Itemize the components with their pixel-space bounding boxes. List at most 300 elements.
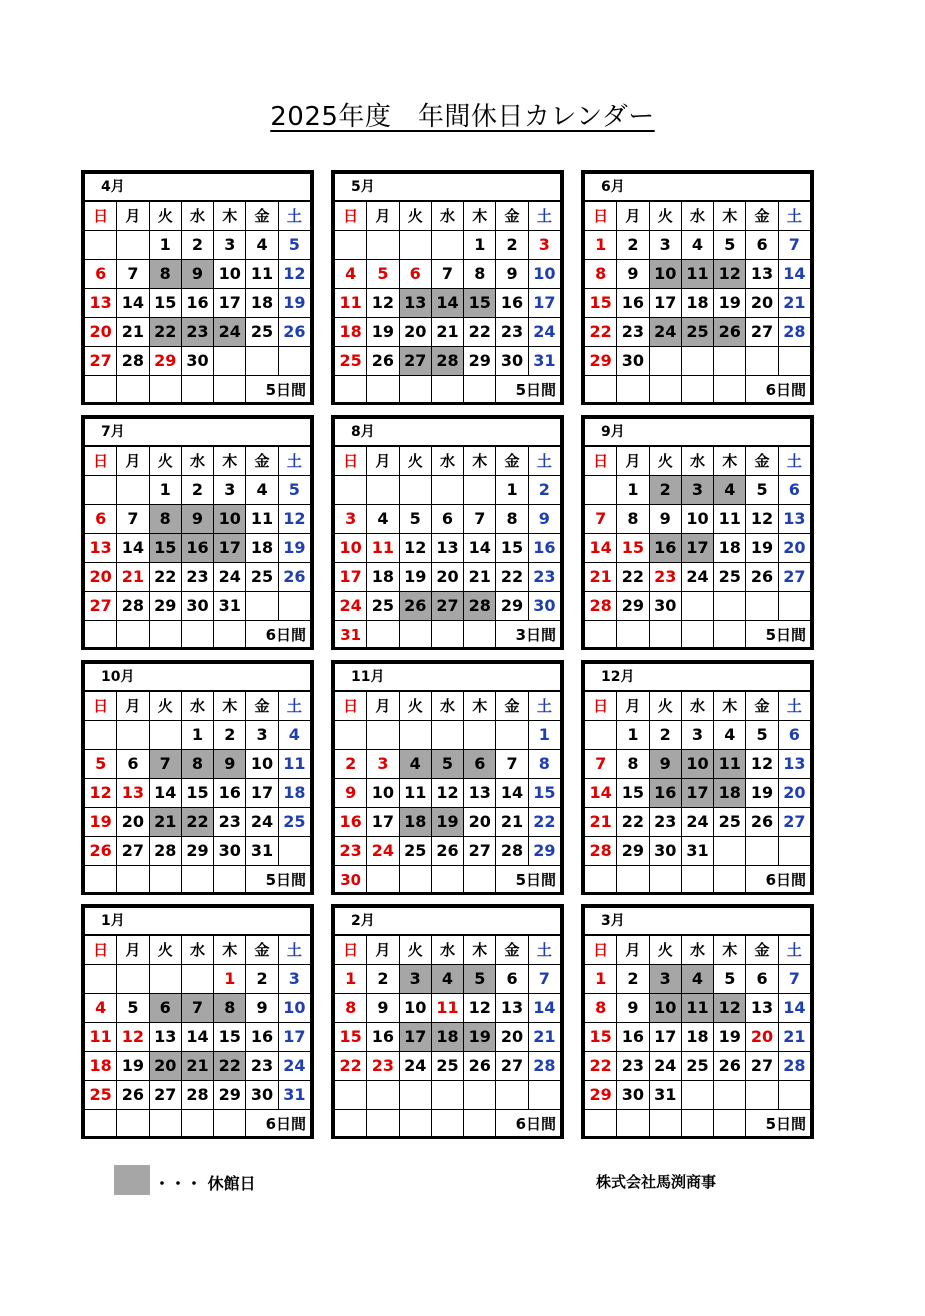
weekday-header: 月 — [117, 691, 149, 721]
month-label: 10月 — [85, 664, 311, 692]
empty-cell — [335, 231, 367, 260]
day-cell: 5 — [746, 476, 778, 505]
empty-cell — [746, 1081, 778, 1110]
empty-cell — [399, 721, 431, 750]
day-cell: 28 — [778, 318, 810, 347]
day-cell: 1 — [214, 965, 246, 994]
empty-cell — [431, 231, 463, 260]
day-cell: 27 — [496, 1052, 528, 1081]
empty-cell — [335, 376, 367, 405]
day-cell: 6 — [149, 994, 181, 1023]
month-calendar — [581, 170, 814, 405]
day-cell: 9 — [617, 994, 649, 1023]
day-cell: 18 — [246, 289, 278, 318]
day-cell: 19 — [746, 534, 778, 563]
empty-cell — [367, 376, 399, 405]
day-cell: 16 — [246, 1023, 278, 1052]
closed-days-total: 5日間 — [246, 376, 311, 405]
day-cell: 2 — [617, 965, 649, 994]
day-cell: 18 — [246, 534, 278, 563]
day-cell: 2 — [181, 476, 213, 505]
day-cell: 17 — [649, 1023, 681, 1052]
weekday-header: 日 — [85, 935, 117, 965]
day-cell: 29 — [528, 837, 560, 866]
day-cell: 1 — [585, 231, 617, 260]
day-cell: 26 — [746, 563, 778, 592]
day-cell: 19 — [85, 808, 117, 837]
day-cell: 12 — [714, 260, 746, 289]
day-cell: 30 — [214, 837, 246, 866]
day-cell: 22 — [464, 318, 496, 347]
empty-cell — [85, 621, 117, 650]
weekday-header: 土 — [778, 446, 810, 476]
day-cell: 15 — [528, 779, 560, 808]
day-cell: 2 — [617, 231, 649, 260]
day-cell: 3 — [214, 476, 246, 505]
weekday-header: 日 — [335, 201, 367, 231]
day-cell: 28 — [117, 347, 149, 376]
empty-cell — [585, 376, 617, 405]
empty-cell — [431, 1081, 463, 1110]
month-calendar — [81, 170, 314, 405]
day-cell: 29 — [496, 592, 528, 621]
day-cell: 30 — [246, 1081, 278, 1110]
day-cell: 2 — [649, 476, 681, 505]
weekday-header: 月 — [617, 201, 649, 231]
empty-cell — [149, 721, 181, 750]
day-cell: 9 — [617, 260, 649, 289]
closed-days-total: 5日間 — [496, 866, 561, 895]
day-cell: 1 — [585, 965, 617, 994]
empty-cell — [181, 866, 213, 895]
day-cell: 10 — [681, 750, 713, 779]
day-cell: 8 — [181, 750, 213, 779]
day-cell: 15 — [335, 1023, 367, 1052]
empty-cell — [431, 1110, 463, 1139]
day-cell: 20 — [117, 808, 149, 837]
day-cell: 16 — [367, 1023, 399, 1052]
day-cell: 13 — [117, 779, 149, 808]
day-cell: 14 — [117, 534, 149, 563]
weekday-header: 日 — [585, 446, 617, 476]
day-cell: 5 — [464, 965, 496, 994]
day-cell: 25 — [431, 1052, 463, 1081]
weekday-header: 土 — [528, 935, 560, 965]
month-calendar — [581, 904, 814, 1139]
empty-cell — [246, 592, 278, 621]
day-cell: 28 — [585, 592, 617, 621]
day-cell: 10 — [214, 505, 246, 534]
empty-cell — [431, 721, 463, 750]
empty-cell — [617, 376, 649, 405]
day-cell: 4 — [431, 965, 463, 994]
day-cell: 22 — [585, 1052, 617, 1081]
weekday-header: 日 — [85, 446, 117, 476]
day-cell: 16 — [181, 289, 213, 318]
empty-cell — [181, 621, 213, 650]
closed-days-total: 6日間 — [746, 376, 811, 405]
day-cell: 30 — [617, 1081, 649, 1110]
day-cell: 11 — [335, 289, 367, 318]
day-cell: 1 — [335, 965, 367, 994]
day-cell: 27 — [746, 1052, 778, 1081]
day-cell: 15 — [214, 1023, 246, 1052]
weekday-header: 月 — [117, 201, 149, 231]
day-cell: 1 — [528, 721, 560, 750]
day-cell: 6 — [399, 260, 431, 289]
day-cell: 13 — [149, 1023, 181, 1052]
month-calendar — [581, 415, 814, 650]
day-cell: 3 — [367, 750, 399, 779]
day-cell: 16 — [528, 534, 560, 563]
empty-cell — [278, 837, 310, 866]
day-cell: 19 — [746, 779, 778, 808]
day-cell: 3 — [649, 965, 681, 994]
empty-cell — [778, 592, 810, 621]
day-cell: 25 — [367, 592, 399, 621]
day-cell: 17 — [278, 1023, 310, 1052]
day-cell: 21 — [117, 318, 149, 347]
day-cell: 13 — [778, 750, 810, 779]
company-name: 株式会社馬渕商事 — [596, 1173, 717, 1191]
day-cell: 31 — [214, 592, 246, 621]
weekday-header: 日 — [85, 201, 117, 231]
day-cell: 23 — [181, 563, 213, 592]
empty-cell — [367, 231, 399, 260]
empty-cell — [399, 1110, 431, 1139]
day-cell: 18 — [431, 1023, 463, 1052]
day-cell: 25 — [335, 347, 367, 376]
day-cell: 28 — [149, 837, 181, 866]
day-cell: 6 — [431, 505, 463, 534]
day-cell: 30 — [528, 592, 560, 621]
day-cell: 30 — [617, 347, 649, 376]
day-cell: 19 — [117, 1052, 149, 1081]
day-cell: 10 — [681, 505, 713, 534]
weekday-header: 水 — [181, 201, 213, 231]
day-cell: 8 — [149, 505, 181, 534]
day-cell: 25 — [399, 837, 431, 866]
empty-cell — [464, 376, 496, 405]
weekday-header: 水 — [681, 201, 713, 231]
day-cell: 8 — [335, 994, 367, 1023]
month-label: 2月 — [335, 908, 561, 936]
empty-cell — [585, 721, 617, 750]
day-cell: 5 — [399, 505, 431, 534]
weekday-header: 土 — [778, 691, 810, 721]
day-cell: 7 — [431, 260, 463, 289]
day-cell: 14 — [431, 289, 463, 318]
day-cell: 12 — [746, 505, 778, 534]
empty-cell — [778, 1081, 810, 1110]
day-cell: 6 — [778, 476, 810, 505]
day-cell: 10 — [335, 534, 367, 563]
empty-cell — [681, 866, 713, 895]
day-cell: 27 — [117, 837, 149, 866]
weekday-header: 日 — [585, 691, 617, 721]
day-cell: 19 — [714, 1023, 746, 1052]
empty-cell — [714, 621, 746, 650]
month-calendar — [81, 660, 314, 895]
empty-cell — [681, 621, 713, 650]
day-cell: 8 — [464, 260, 496, 289]
day-cell: 19 — [431, 808, 463, 837]
month-label: 1月 — [85, 908, 311, 936]
day-cell: 11 — [681, 260, 713, 289]
day-cell: 27 — [746, 318, 778, 347]
day-cell: 26 — [278, 563, 310, 592]
day-cell: 17 — [399, 1023, 431, 1052]
day-cell: 17 — [214, 534, 246, 563]
month-label: 9月 — [585, 419, 811, 447]
empty-cell — [585, 621, 617, 650]
weekday-header: 日 — [335, 691, 367, 721]
day-cell: 24 — [649, 1052, 681, 1081]
day-cell: 28 — [431, 347, 463, 376]
day-cell: 3 — [278, 965, 310, 994]
day-cell: 15 — [149, 534, 181, 563]
day-cell: 5 — [714, 231, 746, 260]
day-cell: 21 — [149, 808, 181, 837]
day-cell: 28 — [496, 837, 528, 866]
day-cell: 9 — [181, 260, 213, 289]
day-cell: 25 — [714, 563, 746, 592]
day-cell: 10 — [246, 750, 278, 779]
day-cell: 8 — [585, 260, 617, 289]
day-cell: 6 — [117, 750, 149, 779]
empty-cell — [85, 965, 117, 994]
day-cell: 18 — [335, 318, 367, 347]
closed-days-total: 3日間 — [496, 621, 561, 650]
day-cell: 23 — [367, 1052, 399, 1081]
empty-cell — [714, 592, 746, 621]
month-calendar — [331, 660, 564, 895]
day-cell: 17 — [335, 563, 367, 592]
day-cell: 13 — [746, 260, 778, 289]
day-cell: 1 — [617, 476, 649, 505]
day-cell: 1 — [149, 476, 181, 505]
day-cell: 9 — [246, 994, 278, 1023]
legend-label: ・・・ 休館日 — [154, 1174, 256, 1193]
calendar-grid — [81, 170, 814, 1140]
empty-cell — [714, 837, 746, 866]
day-cell: 18 — [399, 808, 431, 837]
weekday-header: 月 — [117, 446, 149, 476]
empty-cell — [149, 965, 181, 994]
empty-cell — [214, 347, 246, 376]
day-cell: 11 — [681, 994, 713, 1023]
day-cell: 15 — [149, 289, 181, 318]
day-cell: 2 — [649, 721, 681, 750]
day-cell: 16 — [181, 534, 213, 563]
day-cell: 18 — [681, 289, 713, 318]
day-cell: 23 — [496, 318, 528, 347]
empty-cell — [464, 1081, 496, 1110]
day-cell: 31 — [649, 1081, 681, 1110]
weekday-header: 火 — [149, 446, 181, 476]
day-cell: 26 — [367, 347, 399, 376]
day-cell: 2 — [496, 231, 528, 260]
day-cell: 15 — [181, 779, 213, 808]
day-cell: 30 — [335, 866, 367, 895]
day-cell: 26 — [746, 808, 778, 837]
day-cell: 8 — [617, 505, 649, 534]
day-cell: 21 — [496, 808, 528, 837]
empty-cell — [528, 1081, 560, 1110]
day-cell: 18 — [681, 1023, 713, 1052]
day-cell: 13 — [399, 289, 431, 318]
empty-cell — [399, 476, 431, 505]
empty-cell — [431, 476, 463, 505]
weekday-header: 火 — [399, 446, 431, 476]
weekday-header: 水 — [431, 691, 463, 721]
empty-cell — [585, 1110, 617, 1139]
weekday-header: 土 — [528, 201, 560, 231]
empty-cell — [778, 347, 810, 376]
day-cell: 7 — [778, 231, 810, 260]
day-cell: 16 — [335, 808, 367, 837]
empty-cell — [681, 592, 713, 621]
day-cell: 10 — [367, 779, 399, 808]
day-cell: 7 — [181, 994, 213, 1023]
day-cell: 4 — [714, 476, 746, 505]
day-cell: 25 — [246, 563, 278, 592]
day-cell: 13 — [85, 289, 117, 318]
day-cell: 7 — [585, 750, 617, 779]
day-cell: 14 — [778, 994, 810, 1023]
day-cell: 26 — [117, 1081, 149, 1110]
day-cell: 5 — [85, 750, 117, 779]
day-cell: 21 — [778, 289, 810, 318]
weekday-header: 月 — [117, 935, 149, 965]
weekday-header: 火 — [149, 691, 181, 721]
day-cell: 15 — [585, 1023, 617, 1052]
day-cell: 4 — [335, 260, 367, 289]
month-label: 5月 — [335, 174, 561, 202]
day-cell: 27 — [778, 808, 810, 837]
day-cell: 27 — [431, 592, 463, 621]
closed-days-total: 6日間 — [246, 621, 311, 650]
day-cell: 13 — [85, 534, 117, 563]
empty-cell — [335, 476, 367, 505]
empty-cell — [85, 376, 117, 405]
day-cell: 28 — [528, 1052, 560, 1081]
day-cell: 8 — [496, 505, 528, 534]
day-cell: 14 — [778, 260, 810, 289]
day-cell: 21 — [585, 808, 617, 837]
day-cell: 10 — [528, 260, 560, 289]
weekday-header: 水 — [431, 201, 463, 231]
weekday-header: 水 — [181, 935, 213, 965]
weekday-header: 金 — [496, 935, 528, 965]
weekday-header: 火 — [149, 935, 181, 965]
weekday-header: 月 — [367, 691, 399, 721]
empty-cell — [149, 621, 181, 650]
day-cell: 20 — [746, 1023, 778, 1052]
day-cell: 21 — [585, 563, 617, 592]
day-cell: 23 — [617, 318, 649, 347]
empty-cell — [149, 866, 181, 895]
day-cell: 3 — [649, 231, 681, 260]
day-cell: 13 — [431, 534, 463, 563]
day-cell: 26 — [464, 1052, 496, 1081]
weekday-header: 日 — [335, 446, 367, 476]
day-cell: 10 — [278, 994, 310, 1023]
day-cell: 27 — [464, 837, 496, 866]
day-cell: 10 — [649, 260, 681, 289]
day-cell: 5 — [431, 750, 463, 779]
day-cell: 2 — [181, 231, 213, 260]
weekday-header: 月 — [617, 446, 649, 476]
day-cell: 5 — [746, 721, 778, 750]
day-cell: 12 — [464, 994, 496, 1023]
empty-cell — [399, 866, 431, 895]
empty-cell — [367, 721, 399, 750]
empty-cell — [464, 476, 496, 505]
day-cell: 29 — [149, 347, 181, 376]
day-cell: 23 — [649, 808, 681, 837]
day-cell: 13 — [778, 505, 810, 534]
day-cell: 14 — [181, 1023, 213, 1052]
day-cell: 21 — [181, 1052, 213, 1081]
weekday-header: 木 — [464, 446, 496, 476]
day-cell: 28 — [778, 1052, 810, 1081]
empty-cell — [714, 376, 746, 405]
empty-cell — [181, 376, 213, 405]
day-cell: 25 — [85, 1081, 117, 1110]
month-calendar — [331, 904, 564, 1139]
day-cell: 25 — [681, 1052, 713, 1081]
day-cell: 22 — [617, 563, 649, 592]
day-cell: 9 — [528, 505, 560, 534]
day-cell: 12 — [714, 994, 746, 1023]
day-cell: 2 — [335, 750, 367, 779]
weekday-header: 木 — [714, 935, 746, 965]
day-cell: 16 — [496, 289, 528, 318]
closed-days-total: 6日間 — [746, 866, 811, 895]
empty-cell — [214, 621, 246, 650]
empty-cell — [85, 231, 117, 260]
day-cell: 7 — [585, 505, 617, 534]
empty-cell — [117, 721, 149, 750]
day-cell: 24 — [399, 1052, 431, 1081]
weekday-header: 金 — [746, 935, 778, 965]
day-cell: 20 — [85, 318, 117, 347]
weekday-header: 金 — [496, 446, 528, 476]
empty-cell — [85, 721, 117, 750]
empty-cell — [714, 1081, 746, 1110]
day-cell: 15 — [496, 534, 528, 563]
empty-cell — [117, 376, 149, 405]
empty-cell — [367, 1081, 399, 1110]
weekday-header: 日 — [585, 935, 617, 965]
weekday-header: 木 — [214, 935, 246, 965]
weekday-header: 土 — [528, 446, 560, 476]
day-cell: 4 — [367, 505, 399, 534]
day-cell: 29 — [149, 592, 181, 621]
weekday-header: 水 — [681, 446, 713, 476]
day-cell: 20 — [496, 1023, 528, 1052]
empty-cell — [278, 347, 310, 376]
day-cell: 27 — [778, 563, 810, 592]
day-cell: 9 — [649, 750, 681, 779]
day-cell: 7 — [496, 750, 528, 779]
empty-cell — [649, 376, 681, 405]
closed-days-total: 5日間 — [246, 866, 311, 895]
day-cell: 7 — [149, 750, 181, 779]
day-cell: 2 — [367, 965, 399, 994]
day-cell: 29 — [181, 837, 213, 866]
